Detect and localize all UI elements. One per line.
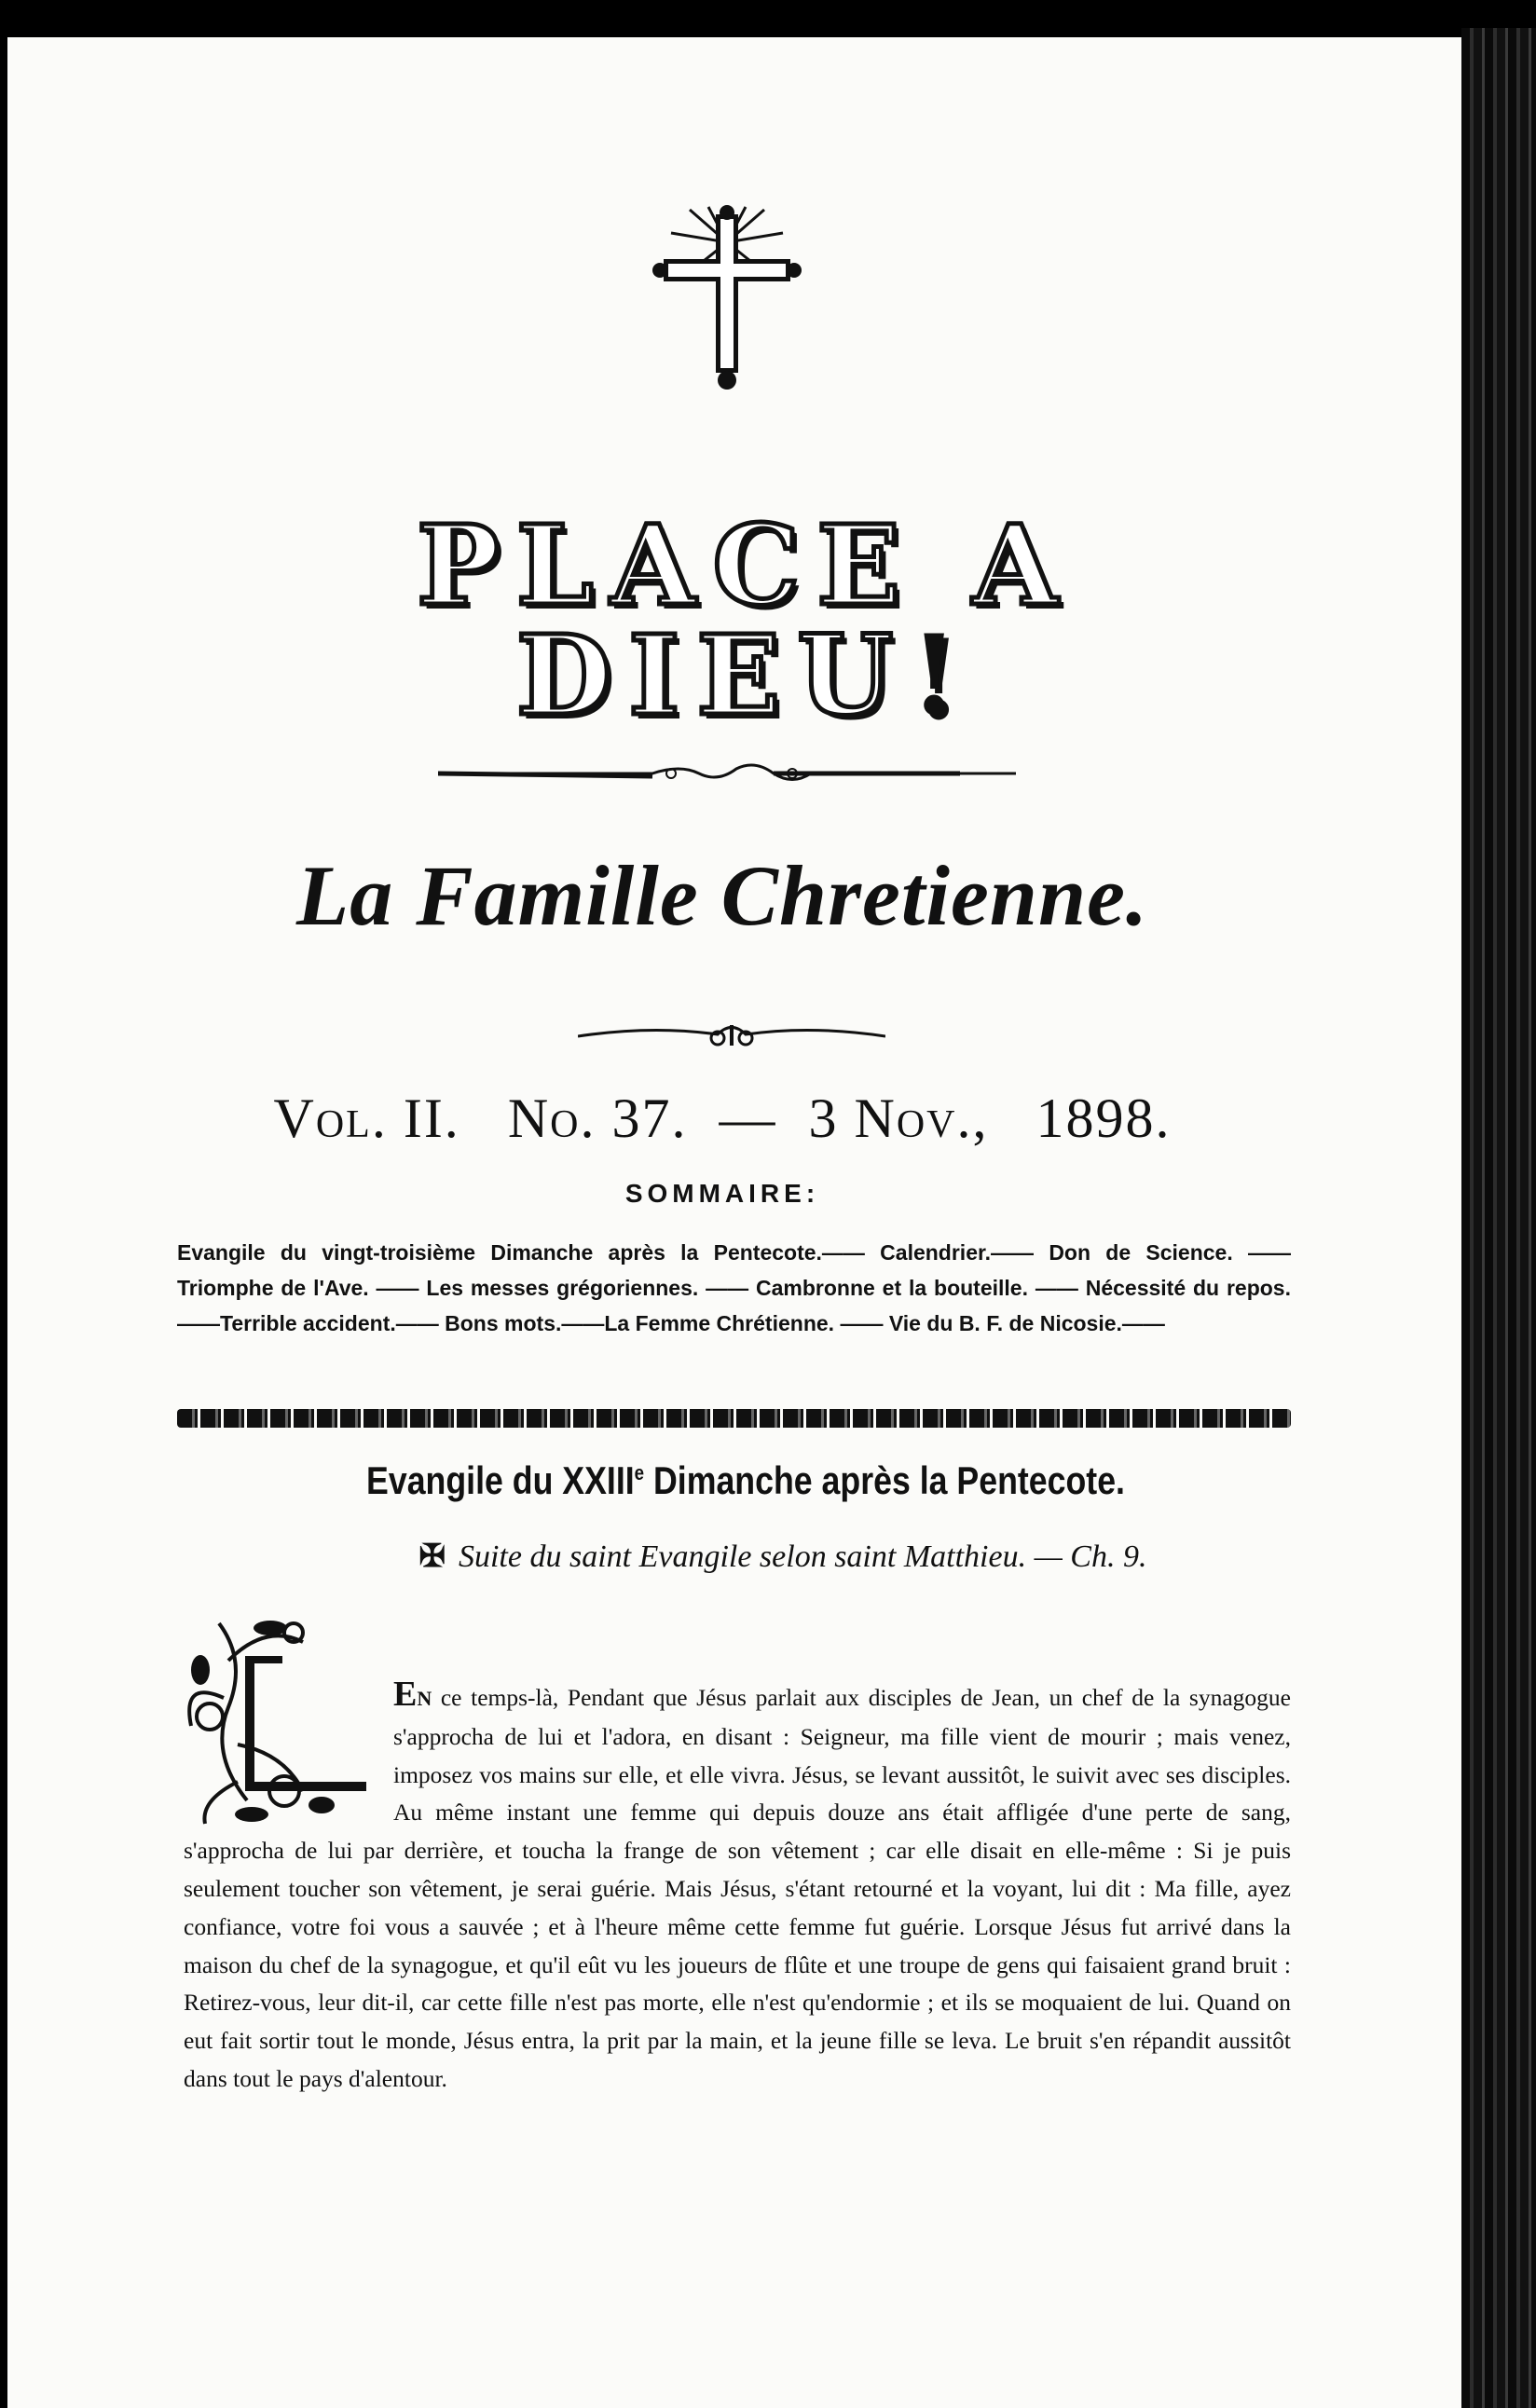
heading-pre: Evangile du XXIII bbox=[366, 1458, 635, 1502]
vol-label: Vol. bbox=[273, 1088, 388, 1149]
issue-date: 3 Nov., bbox=[808, 1088, 989, 1149]
masthead bbox=[186, 500, 1305, 740]
masthead-exclamation: ! bbox=[910, 610, 976, 740]
vol-number: II. bbox=[403, 1088, 460, 1149]
no-label: No. bbox=[507, 1088, 597, 1149]
sommaire-heading: SOMMAIRE: bbox=[624, 1179, 820, 1208]
book-spine bbox=[1461, 28, 1536, 2408]
subheading-text: Suite du saint Evangile selon saint Matthieu. — Ch. 9. bbox=[458, 1539, 1147, 1574]
cross-ornament-icon bbox=[652, 205, 802, 391]
heading-sup: e bbox=[634, 1461, 645, 1484]
publication-title: La Famille Chretienne. bbox=[296, 848, 1148, 943]
article-heading bbox=[270, 1458, 1221, 1503]
article-body-text: ce temps-là, Pendant que Jésus parlait aux disciples de Jean, un chef de la synagogue s'approcha de lui et l'adora, en disant : Seigneur, ma fille vient de mourir ; mais venez, imposez vos mains sur elle, et elle vivra. Jésus, se levant aussitôt, le suivit avec ses disciples. Au même instant une femme qui depuis douze ans était affligée d'une perte de sang, s'approcha de lui par derrière, et toucha la frange de son vêtement ; car elle disait en elle-même : Si je puis seulement toucher son vêtement, je serai guérie. Mais Jésus, s'étant retourné et la voyant, lui dit : Ma fille, ayez confiance, votre foi vous a sauvée ; et à l'heure même cette femme fut guérie. Lorsque Jésus fut arrivé dans la maison du chef de la synagogue, et qu'il eût vu les joueurs de flûte et une troupe de gens qui faisaient grand bruit : Retirez-vous, leur dit-il, car cette fille n'est pas morte, elle n'est qu'endormie ; et ils se moquaient de lui. Quand on eut fait sortir tout le monde, Jésus entra, la prit par la main, et la jeune fille se leva. Le bruit s'en répandit aussitôt dans tout le pays d'alentour. bbox=[184, 1684, 1291, 2092]
dropcap-space bbox=[184, 1676, 393, 1825]
issue-line bbox=[186, 1088, 1258, 1149]
masthead-text: PLACE A DIEU bbox=[417, 500, 1075, 740]
drop-letter: E bbox=[393, 1675, 418, 1714]
scroll-rule-icon bbox=[578, 1016, 885, 1053]
issue-number: 37. bbox=[611, 1088, 688, 1149]
cross-icon: ✠ bbox=[418, 1539, 446, 1574]
article-subheading bbox=[317, 1538, 1249, 1575]
decorative-border bbox=[177, 1409, 1291, 1428]
issue-year: 1898. bbox=[1035, 1088, 1172, 1149]
issue-dash: — bbox=[719, 1088, 777, 1149]
scroll-rule-icon bbox=[438, 759, 1016, 787]
article-body bbox=[184, 1676, 1291, 2099]
sommaire-text: Evangile du vingt-troisième Dimanche après la Pentecote.—— Calendrier.—— Don de Science. —— Triomphe de l'Ave. —— Les messes grégoriennes. —— Cambronne et la bouteille. —— Nécessité du repos. ——Terrible accident.—— Bons mots.——La Femme Chrétienne. —— Vie du B. F. de Nicosie.—— bbox=[177, 1240, 1291, 1335]
first-word-rest: N bbox=[417, 1687, 432, 1710]
heading-post: Dimanche après la Pentecote. bbox=[644, 1458, 1125, 1502]
